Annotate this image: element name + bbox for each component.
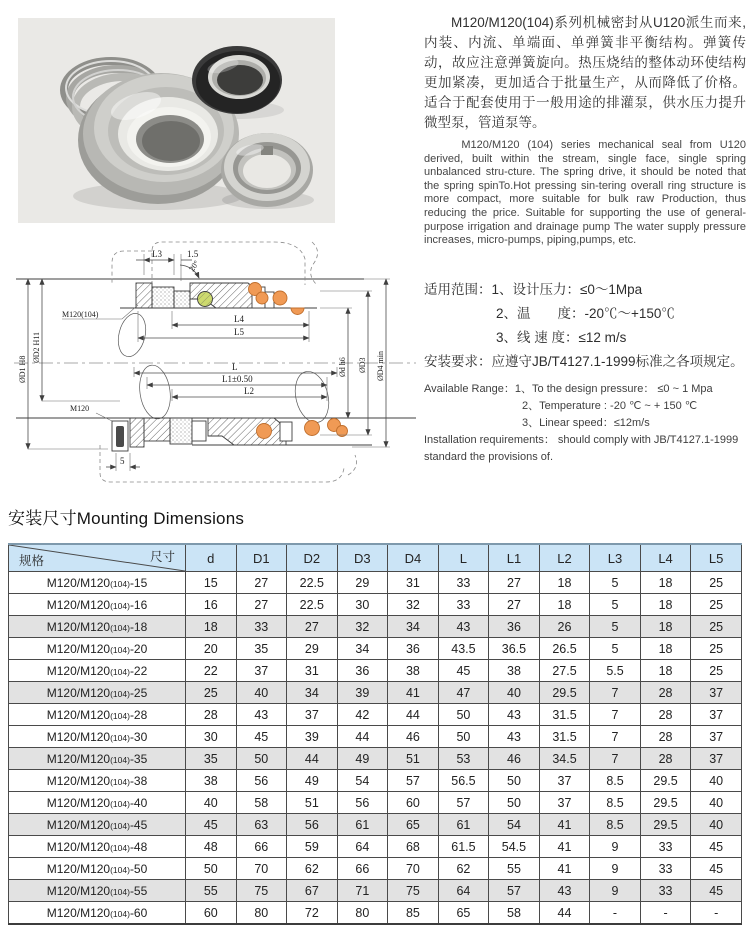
spec-cell: 54 (337, 770, 388, 792)
spec-cell: 85 (388, 902, 439, 925)
model-cell: M120/M120(104)-35 (9, 748, 186, 770)
spec-cell: 37 (691, 682, 742, 704)
spec-cell: 9 (590, 836, 641, 858)
spec-cell: 66 (236, 836, 287, 858)
spec-cell: 47 (438, 682, 489, 704)
spec-cell: 25 (186, 682, 237, 704)
corner-label-spec: 规格 (19, 554, 45, 568)
spec-cell: 31 (388, 572, 439, 594)
svg-text:L2: L2 (244, 386, 254, 396)
spec-cell: 29.5 (640, 770, 691, 792)
spec-cell: 49 (287, 770, 338, 792)
spec-cell: 15 (186, 572, 237, 594)
spec-cell: 45 (236, 726, 287, 748)
svg-text:ØD2 H11: ØD2 H11 (32, 331, 41, 363)
spec-cell: 54.5 (489, 836, 540, 858)
spec-en-installation: Installation requirements： should comply with JB/T4127.1-1999 standard the provisions of. (424, 434, 739, 463)
column-header: D3 (337, 544, 388, 572)
spec-cell: 58 (489, 902, 540, 925)
spec-cell: 57 (489, 880, 540, 902)
table-row (9, 726, 742, 748)
spec-cell: 36.5 (489, 638, 540, 660)
spec-cell: 55 (186, 880, 237, 902)
model-cell: M120/M120(104)-16 (9, 594, 186, 616)
spec-cell: 43 (539, 880, 590, 902)
column-header: L1 (489, 544, 540, 572)
spec-cell: 45 (691, 858, 742, 880)
spec-cell: 28 (640, 748, 691, 770)
spec-cell: 39 (287, 726, 338, 748)
table-row (9, 748, 742, 770)
spec-cell: 26 (539, 616, 590, 638)
spec-cell: 22.5 (287, 572, 338, 594)
spec-cell: 31 (287, 660, 338, 682)
spec-cell: 50 (236, 748, 287, 770)
model-cell: M120/M120(104)-28 (9, 704, 186, 726)
spec-cell: - (640, 902, 691, 925)
spec-cell: 18 (640, 660, 691, 682)
svg-text:Ød h6: Ød h6 (338, 357, 347, 377)
table-row (9, 682, 742, 704)
spec-cell: 64 (337, 836, 388, 858)
column-header: L3 (590, 544, 641, 572)
model-cell: M120/M120(104)-45 (9, 814, 186, 836)
spec-cell: 45 (186, 814, 237, 836)
spec-cell: 45 (438, 660, 489, 682)
spec-cell: 61 (438, 814, 489, 836)
spec-cell: 70 (236, 858, 287, 880)
spec-cell: 8.5 (590, 792, 641, 814)
spec-cell: 72 (287, 902, 338, 925)
spec-cell: 25 (691, 660, 742, 682)
spec-en-range: Available Range：1、To the design pressure： ≤0 ~ 1 Mpa (424, 383, 713, 395)
spec-cell: 57 (438, 792, 489, 814)
spec-cell: - (590, 902, 641, 925)
spec-cell: 33 (640, 836, 691, 858)
table-row (9, 836, 742, 858)
spec-cell: 40 (691, 792, 742, 814)
spec-cell: 27 (287, 616, 338, 638)
spec-cell: 71 (337, 880, 388, 902)
svg-text:L: L (232, 362, 238, 372)
spec-cell: 50 (489, 770, 540, 792)
table-row (9, 792, 742, 814)
spec-cell: 18 (640, 638, 691, 660)
spec-cell: 28 (640, 682, 691, 704)
spec-cell: 37 (539, 770, 590, 792)
spec-cell: 45 (691, 836, 742, 858)
spec-cell: 40 (236, 682, 287, 704)
spec-cell: 66 (337, 858, 388, 880)
corner-header-cell (9, 544, 186, 572)
spec-cell: 40 (186, 792, 237, 814)
spec-cell: 34 (388, 616, 439, 638)
spec-en-linear-speed: 3、Linear speed：≤12m/s (522, 417, 650, 429)
model-cell: M120/M120(104)-25 (9, 682, 186, 704)
spec-cell: 9 (590, 858, 641, 880)
table-row (9, 880, 742, 902)
spec-cell: 18 (640, 594, 691, 616)
spec-cell: 38 (388, 660, 439, 682)
seal-section-drawing (12, 231, 424, 519)
spec-cell: 33 (640, 858, 691, 880)
spec-cell: 61 (337, 814, 388, 836)
column-header: L (438, 544, 489, 572)
spec-cell: 18 (539, 572, 590, 594)
svg-text:ØD1 H8: ØD1 H8 (18, 355, 27, 383)
spec-cell: 18 (640, 572, 691, 594)
spec-cn-temperature: 2、温 度：-20℃～+150℃ (496, 306, 675, 321)
spec-cell: 34 (337, 638, 388, 660)
table-row (9, 572, 742, 594)
column-header: D2 (287, 544, 338, 572)
table-row (9, 616, 742, 638)
column-header: L5 (691, 544, 742, 572)
spec-cell: 7 (590, 704, 641, 726)
spec-cell: 22 (186, 660, 237, 682)
spec-cell: 68 (388, 836, 439, 858)
spec-cell: 30 (337, 594, 388, 616)
spec-cell: 31.5 (539, 704, 590, 726)
spec-cell: 41 (388, 682, 439, 704)
spec-cell: 56.5 (438, 770, 489, 792)
spec-cell: - (691, 902, 742, 925)
spec-cell: 18 (640, 616, 691, 638)
svg-text:1.5: 1.5 (187, 249, 199, 259)
spec-cell: 56 (236, 770, 287, 792)
spec-cell: 18 (186, 616, 237, 638)
spec-cell: 18 (539, 594, 590, 616)
spec-cell: 7 (590, 748, 641, 770)
spec-cell: 64 (438, 880, 489, 902)
table-row (9, 594, 742, 616)
spec-cell: 31.5 (539, 726, 590, 748)
spec-cell: 36 (388, 638, 439, 660)
spec-cell: 50 (438, 726, 489, 748)
table-row (9, 770, 742, 792)
model-cell: M120/M120(104)-38 (9, 770, 186, 792)
spec-cell: 43 (236, 704, 287, 726)
spec-cell: 8.5 (590, 814, 641, 836)
svg-text:L3: L3 (152, 249, 162, 259)
spec-cn-range: 适用范围：1、设计压力：≤0～1Mpa (424, 282, 643, 297)
spec-cell: 9 (590, 880, 641, 902)
spec-cell: 37 (691, 704, 742, 726)
spec-cn-linear-speed: 3、线 速 度：≤12 m/s (496, 330, 627, 345)
spec-cell: 61.5 (438, 836, 489, 858)
spec-cell: 29 (337, 572, 388, 594)
svg-text:L5: L5 (234, 327, 244, 337)
spec-cell: 36 (489, 616, 540, 638)
spec-cell: 26.5 (539, 638, 590, 660)
spec-cell: 28 (640, 726, 691, 748)
spec-cell: 56 (287, 814, 338, 836)
column-header: L4 (640, 544, 691, 572)
model-cell: M120/M120(104)-22 (9, 660, 186, 682)
spec-cell: 50 (489, 792, 540, 814)
spec-cell: 46 (489, 748, 540, 770)
spec-cell: 41 (539, 858, 590, 880)
spec-cell: 43 (489, 704, 540, 726)
model-cell: M120/M120(104)-48 (9, 836, 186, 858)
spec-cell: 33 (438, 594, 489, 616)
spec-cell: 63 (236, 814, 287, 836)
spec-cell: 29 (287, 638, 338, 660)
intro-paragraph-en: M120/M120 (104) series mechanical seal from U120 derived, built within the stream, single face, single spring unbalanced stru-cture. The spring drive, it should be noted that the spring spinTo.Hot pressing sin-tering overall ring structure is more compact, more suitable for bulk raw Production, thus reducing the price. Suitable for supporting the use of general-purpose irrigation and drainage pump The water supply pressure increases, micro-pumps, piping,pumps, etc. (424, 139, 746, 247)
column-header: D1 (236, 544, 287, 572)
model-cell: M120/M120(104)-15 (9, 572, 186, 594)
spec-cell: 25 (691, 638, 742, 660)
spec-cell: 65 (388, 814, 439, 836)
spec-cell: 49 (337, 748, 388, 770)
spec-cell: 25 (691, 572, 742, 594)
spec-cell: 7 (590, 726, 641, 748)
specs-block (424, 278, 748, 466)
spec-cell: 75 (236, 880, 287, 902)
spec-cell: 62 (287, 858, 338, 880)
spec-cell: 40 (691, 814, 742, 836)
table-header-row (9, 544, 742, 572)
spec-cell: 60 (388, 792, 439, 814)
model-cell: M120/M120(104)-20 (9, 638, 186, 660)
table-row (9, 902, 742, 925)
section-title: 安装尺寸Mounting Dimensions (8, 509, 245, 528)
svg-text:5: 5 (120, 456, 125, 466)
spec-cell: 56 (337, 792, 388, 814)
svg-text:20°: 20° (187, 258, 202, 274)
spec-cell: 43 (438, 616, 489, 638)
model-cell: M120/M120(104)-40 (9, 792, 186, 814)
spec-cell: 20 (186, 638, 237, 660)
spec-cell: 39 (337, 682, 388, 704)
spec-cell: 35 (186, 748, 237, 770)
model-cell: M120/M120(104)-55 (9, 880, 186, 902)
spec-cell: 7 (590, 682, 641, 704)
spec-cell: 32 (388, 594, 439, 616)
spec-cell: 51 (388, 748, 439, 770)
column-header: L2 (539, 544, 590, 572)
spec-cell: 45 (691, 880, 742, 902)
spec-cell: 22.5 (287, 594, 338, 616)
spec-cell: 59 (287, 836, 338, 858)
spec-cell: 16 (186, 594, 237, 616)
spec-cell: 44 (337, 726, 388, 748)
spec-cell: 5 (590, 594, 641, 616)
mounting-dimensions-table (8, 543, 742, 925)
spec-cell: 58 (236, 792, 287, 814)
dimensions-table-body (9, 572, 742, 925)
spec-cell: 27.5 (539, 660, 590, 682)
spec-cell: 28 (640, 704, 691, 726)
column-header: d (186, 544, 237, 572)
spec-cell: 41 (539, 836, 590, 858)
spec-cell: 29.5 (640, 814, 691, 836)
spec-cell: 33 (640, 880, 691, 902)
spec-cell: 48 (186, 836, 237, 858)
spec-cell: 42 (337, 704, 388, 726)
spec-cell: 37 (539, 792, 590, 814)
svg-text:M120(104): M120(104) (62, 310, 99, 319)
svg-text:L4: L4 (234, 314, 244, 324)
spec-cell: 27 (236, 572, 287, 594)
spec-cell: 32 (337, 616, 388, 638)
spec-cell: 29.5 (539, 682, 590, 704)
svg-text:M120: M120 (70, 404, 90, 413)
seal-photo-illustration (18, 18, 335, 223)
spec-cell: 44 (287, 748, 338, 770)
column-header: D4 (388, 544, 439, 572)
spec-cell: 67 (287, 880, 338, 902)
technical-drawing (12, 231, 424, 519)
spec-cell: 27 (236, 594, 287, 616)
spec-cell: 27 (489, 572, 540, 594)
spec-cell: 53 (438, 748, 489, 770)
model-cell: M120/M120(104)-60 (9, 902, 186, 925)
spec-cell: 80 (337, 902, 388, 925)
spec-cell: 57 (388, 770, 439, 792)
spec-cell: 30 (186, 726, 237, 748)
intro-paragraph-cn: M120/M120(104)系列机械密封从U120派生而来,内装、内流、单端面、单弹簧非平衡结构。弹簧传动，故应注意弹簧旋向。热压烧结的整体动环使结构更加紧凑，更加适合于批量生产，从而降低了价格。适合于配套使用于一般用途的排灌泵，供水压力提升微型泵，管道泵等。 (424, 15, 746, 130)
spec-cell: 70 (388, 858, 439, 880)
table-row (9, 858, 742, 880)
table-row (9, 704, 742, 726)
spec-cell: 38 (489, 660, 540, 682)
table-row (9, 638, 742, 660)
spec-cell: 62 (438, 858, 489, 880)
spec-cell: 5 (590, 616, 641, 638)
spec-cell: 50 (186, 858, 237, 880)
spec-cell: 50 (438, 704, 489, 726)
model-cell: M120/M120(104)-18 (9, 616, 186, 638)
spec-cell: 27 (489, 594, 540, 616)
spec-cell: 46 (388, 726, 439, 748)
svg-text:L1±0.50: L1±0.50 (222, 374, 253, 384)
spec-cell: 54 (489, 814, 540, 836)
spec-en-temperature: 2、Temperature : -20 ℃ ~ + 150 ℃ (522, 400, 698, 412)
intro-block (424, 13, 746, 248)
spec-cell: 5 (590, 638, 641, 660)
model-cell: M120/M120(104)-30 (9, 726, 186, 748)
spec-cell: 36 (337, 660, 388, 682)
spec-cell: 37 (236, 660, 287, 682)
spec-cell: 25 (691, 594, 742, 616)
table-row (9, 814, 742, 836)
spec-cell: 28 (186, 704, 237, 726)
spec-cell: 33 (236, 616, 287, 638)
corner-label-size: 尺寸 (149, 550, 175, 564)
spec-cell: 40 (691, 770, 742, 792)
spec-cell: 65 (438, 902, 489, 925)
spec-cell: 75 (388, 880, 439, 902)
spec-cell: 37 (287, 704, 338, 726)
spec-cell: 37 (691, 748, 742, 770)
spec-cell: 60 (186, 902, 237, 925)
spec-cell: 43.5 (438, 638, 489, 660)
svg-text:ØD3: ØD3 (358, 357, 367, 373)
product-photo (18, 18, 335, 223)
spec-cell: 5.5 (590, 660, 641, 682)
spec-cell: 41 (539, 814, 590, 836)
spec-cell: 44 (539, 902, 590, 925)
spec-cell: 51 (287, 792, 338, 814)
spec-cell: 25 (691, 616, 742, 638)
spec-cell: 35 (236, 638, 287, 660)
svg-text:ØD4 min: ØD4 min (376, 351, 385, 381)
spec-cell: 29.5 (640, 792, 691, 814)
spec-cell: 38 (186, 770, 237, 792)
spec-cell: 8.5 (590, 770, 641, 792)
spec-cell: 44 (388, 704, 439, 726)
spec-cn-installation: 安装要求：应遵守JB/T4127.1-1999标准之各项规定。 (424, 354, 744, 369)
spec-cell: 5 (590, 572, 641, 594)
spec-cell: 43 (489, 726, 540, 748)
spec-cell: 34.5 (539, 748, 590, 770)
table-row (9, 660, 742, 682)
spec-cell: 34 (287, 682, 338, 704)
spec-cell: 37 (691, 726, 742, 748)
spec-cell: 55 (489, 858, 540, 880)
model-cell: M120/M120(104)-50 (9, 858, 186, 880)
spec-cell: 40 (489, 682, 540, 704)
spec-cell: 80 (236, 902, 287, 925)
spec-cell: 33 (438, 572, 489, 594)
